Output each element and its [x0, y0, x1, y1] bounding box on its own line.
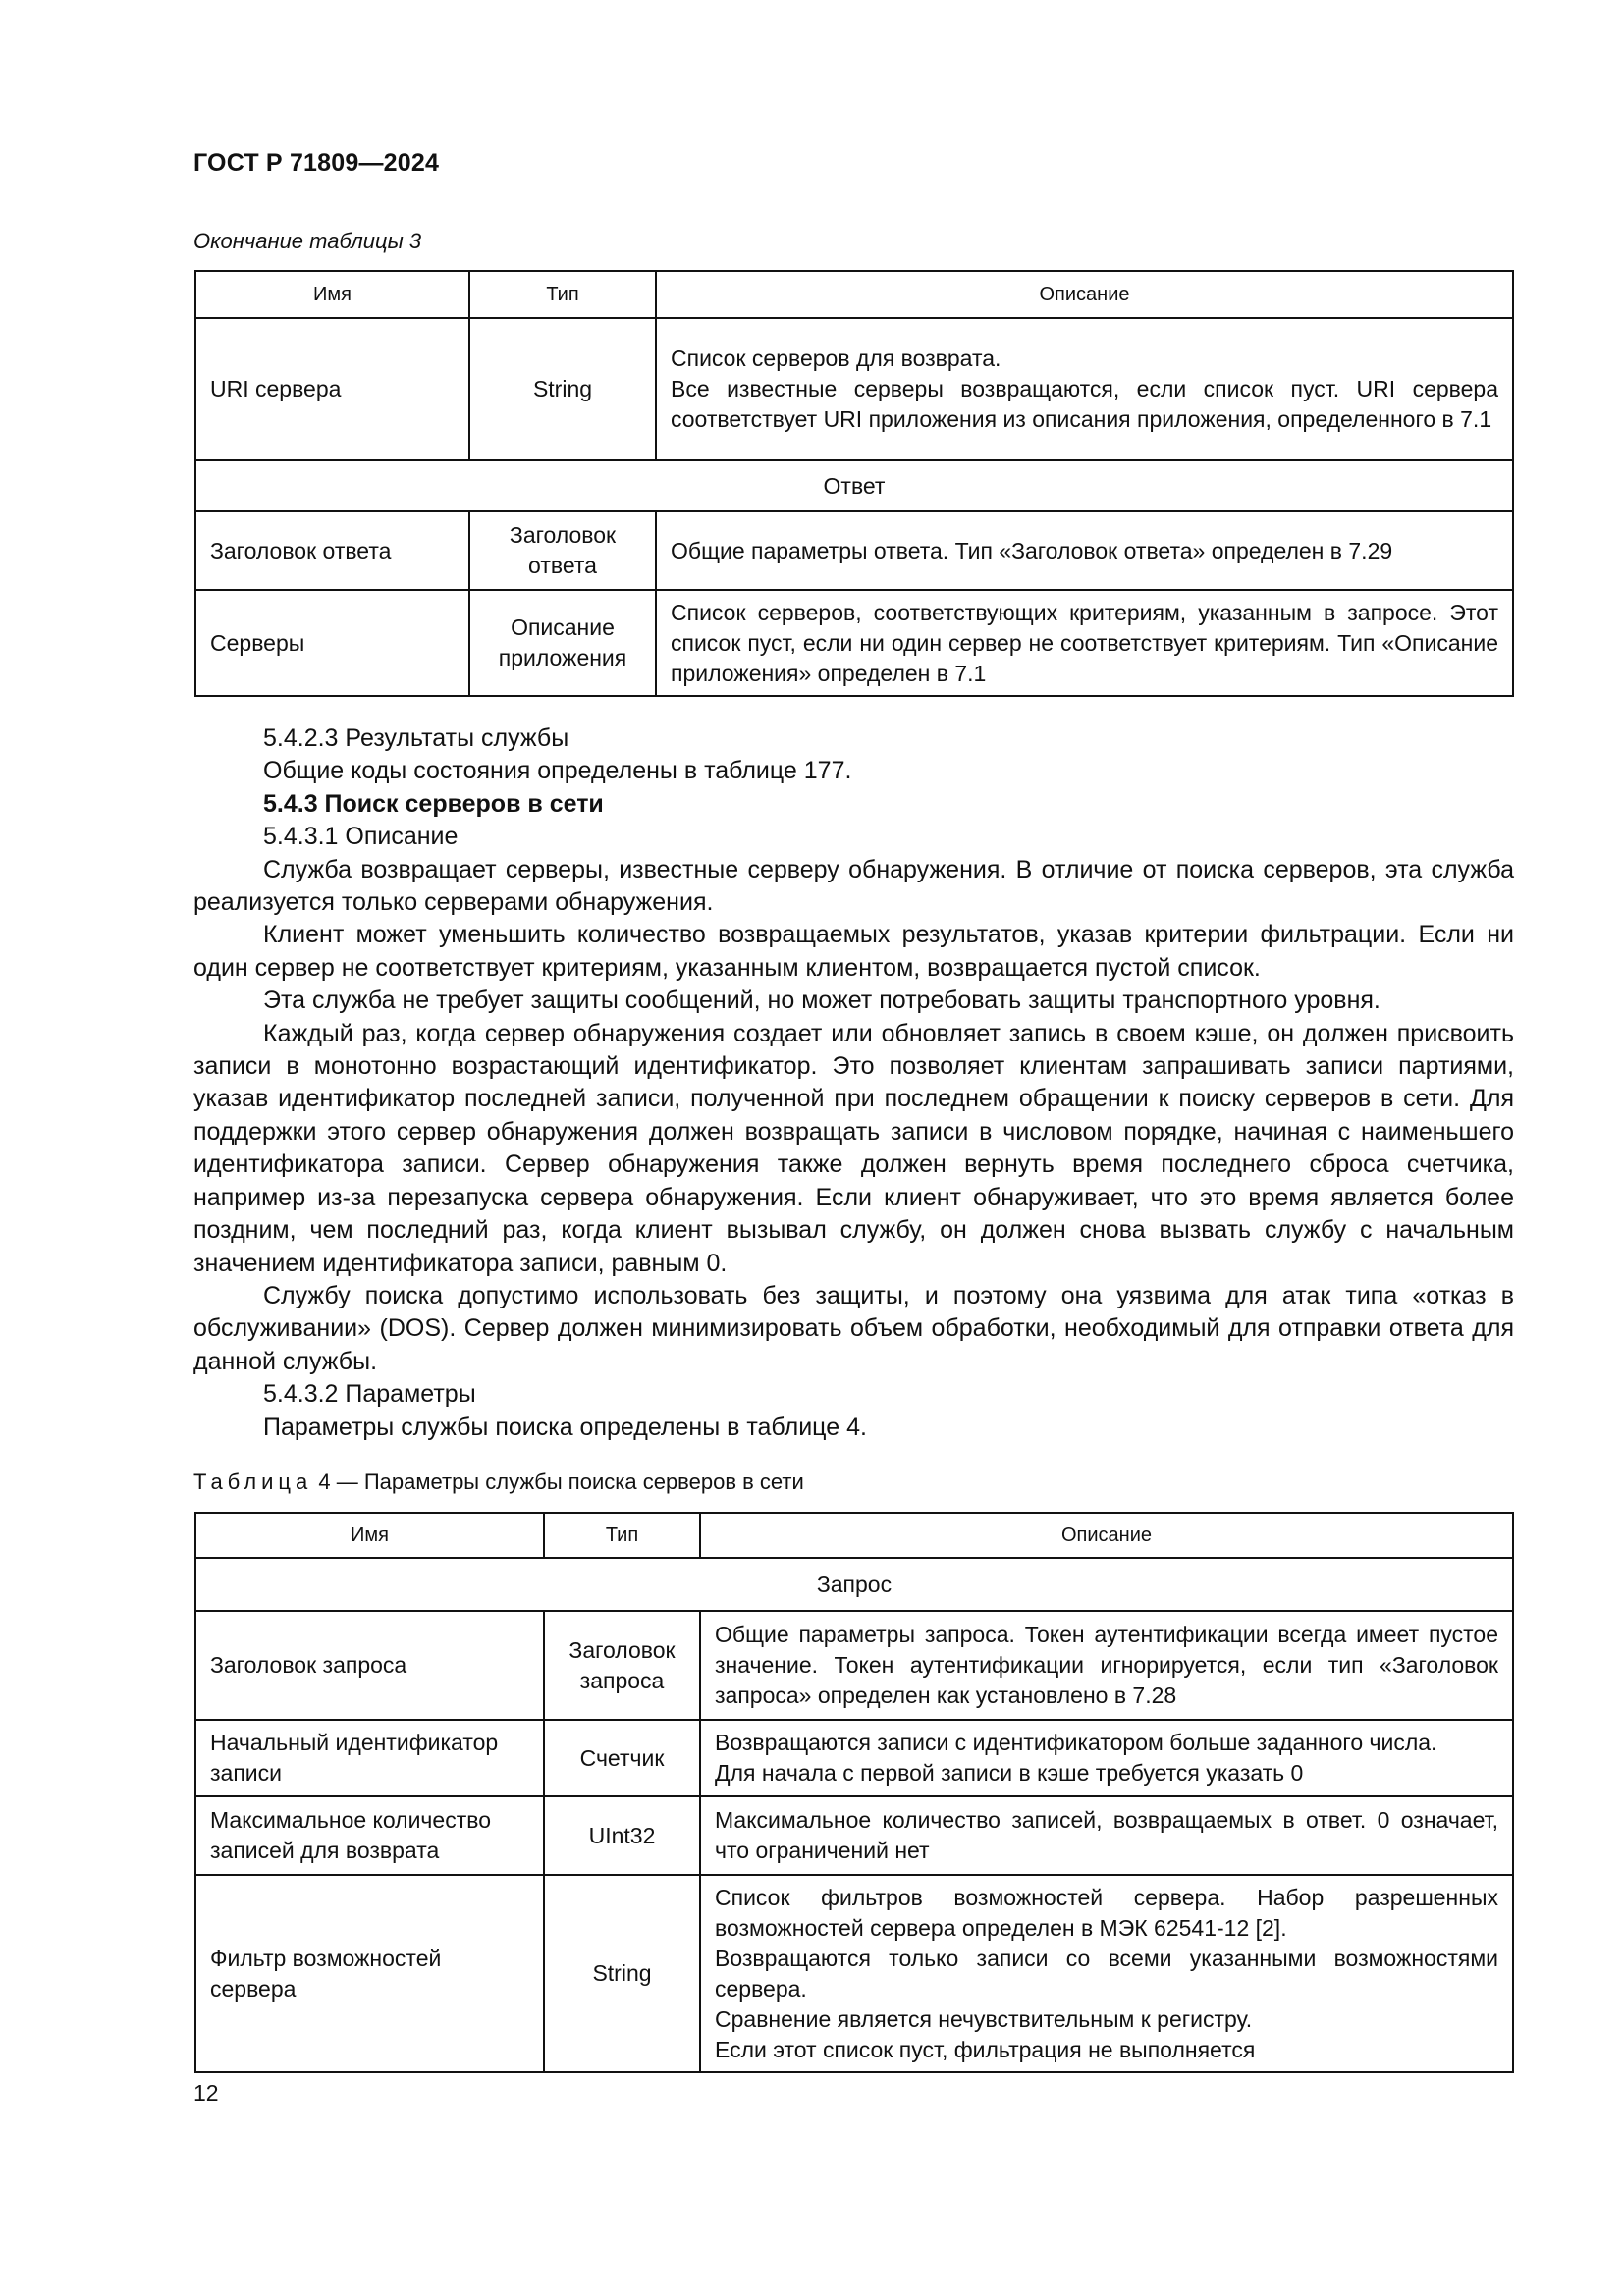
section-label-request: Запрос	[195, 1558, 1513, 1611]
column-header-type: Тип	[544, 1513, 700, 1558]
description-line: Возвращаются записи с идентификатором больше заданного числа.	[715, 1730, 1437, 1755]
description-line: Максимальное количество записей, возвращаемых в ответ. 0 означает, что ограничений нет	[715, 1807, 1498, 1863]
column-header-type: Тип	[469, 271, 656, 318]
cell-description: Общие параметры ответа. Тип «Заголовок ответа» определен в 7.29	[656, 511, 1513, 590]
cell-name: Фильтр возможностей сервера	[195, 1875, 544, 2072]
column-header-description: Описание	[656, 271, 1513, 318]
column-header-description: Описание	[700, 1513, 1513, 1558]
paragraph: Общие коды состояния определены в таблице 177.	[263, 757, 852, 785]
table-continuation-caption: Окончание таблицы 3	[193, 229, 422, 253]
section-label-response: Ответ	[195, 460, 1513, 511]
table-row	[195, 1720, 1513, 1796]
cell-name: Максимальное количество записей для возврата	[195, 1796, 544, 1875]
description-line: Список фильтров возможностей сервера. Набор разрешенных возможностей сервера определен в МЭК 62541-12 [2].	[715, 1884, 1498, 1941]
table-row	[195, 318, 1513, 460]
column-header-name: Имя	[195, 1513, 544, 1558]
clause-heading: 5.4.3.1 Описание	[263, 823, 459, 851]
cell-name: Начальный идентификатор записи	[195, 1720, 544, 1796]
cell-type: Описание приложения	[469, 590, 656, 696]
cell-type: String	[469, 318, 656, 460]
table-row	[195, 1796, 1513, 1875]
paragraph: Служба возвращает серверы, известные серверу обнаружения. В отличие от поиска серверов, эта служба реализуется только серверами обнаружения.	[193, 855, 1514, 917]
cell-description	[700, 1611, 1513, 1720]
table-3-end	[194, 270, 1514, 697]
body-text	[193, 722, 1514, 1444]
cell-description: Список серверов, соответствующих критериям, указанным в запросе. Этот список пуст, если ни один сервер не соответствует критериям. Тип «Описание приложения» определен в 7.1	[656, 590, 1513, 696]
cell-name: Заголовок запроса	[195, 1611, 544, 1720]
description-line: Сравнение является нечувствительным к регистру.	[715, 2005, 1253, 2032]
paragraph: Клиент может уменьшить количество возвращаемых результатов, указав критерии фильтрации. Если ни один сервер не соответствует критериям, указанным клиентом, возвращается пустой список.	[193, 921, 1514, 982]
cell-name: URI сервера	[195, 318, 469, 460]
cell-type: Заголовок ответа	[469, 511, 656, 590]
page-number: 12	[193, 2080, 219, 2106]
paragraph: Параметры службы поиска определены в таблице 4.	[263, 1413, 867, 1441]
cell-description	[700, 1875, 1513, 2072]
table-caption-title: 4 — Параметры службы поиска серверов в сети	[318, 1469, 804, 1494]
cell-name: Заголовок ответа	[195, 511, 469, 590]
table-row	[195, 1875, 1513, 2072]
description-line: Список серверов для возврата.	[671, 346, 1001, 371]
table-4	[194, 1512, 1514, 2073]
column-header-name: Имя	[195, 271, 469, 318]
table-header-row	[195, 1513, 1513, 1558]
paragraph: Каждый раз, когда сервер обнаружения создает или обновляет запись в своем кэше, он должен присвоить записи в монотонно возрастающий идентификатор. Это позволяет клиентам запрашивать записи партиями, указав идентификатор последней записи, полученной при последнем обращении к поиску серверов в сети. Для поддержки этого сервер обнаружения должен возвращать записи в числовом порядке, начиная с наименьшего идентификатора записи. Сервер обнаружения также должен вернуть время последнего сброса счетчика, например из-за перезапуска сервера обнаружения. Если клиент обнаруживает, что это время является более поздним, чем последний раз, когда клиент вызывал службу, он должен снова вызвать службу с начальным значением идентификатора записи, равным 0.	[193, 1019, 1514, 1277]
cell-type: Счетчик	[544, 1720, 700, 1796]
description-line: Для начала с первой записи в кэше требуется указать 0	[715, 1760, 1304, 1786]
document-code: ГОСТ Р 71809—2024	[193, 149, 440, 177]
description-line: Общие параметры запроса. Токен аутентификации всегда имеет пустое значение. Токен аутентификации игнорируется, если тип «Заголовок запроса» определен как установлено в 7.28	[715, 1622, 1498, 1708]
section-row-request	[195, 1558, 1513, 1611]
section-row-response	[195, 460, 1513, 511]
description-line: Все известные серверы возвращаются, если список пуст. URI сервера соответствует URI приложения из описания приложения, определенного в 7.1	[671, 376, 1498, 432]
section-heading: 5.4.3 Поиск серверов в сети	[263, 789, 604, 818]
table-row	[195, 511, 1513, 590]
table-row	[195, 1611, 1513, 1720]
cell-description	[700, 1796, 1513, 1875]
clause-heading: 5.4.3.2 Параметры	[263, 1380, 476, 1409]
table-header-row	[195, 271, 1513, 318]
clause-heading: 5.4.2.3 Результаты службы	[263, 724, 569, 752]
table-4-caption	[193, 1469, 804, 1495]
description-line: Если этот список пуст, фильтрация не выполняется	[715, 2036, 1256, 2062]
paragraph: Эта служба не требует защиты сообщений, но может потребовать защиты транспортного уровня.	[263, 987, 1380, 1015]
table-caption-label: Таблица	[193, 1469, 313, 1494]
description-line: Возвращаются только записи со всеми указанными возможностями сервера.	[715, 1945, 1498, 2002]
cell-type: Заголовок запроса	[544, 1611, 700, 1720]
cell-description	[700, 1720, 1513, 1796]
cell-type: String	[544, 1875, 700, 2072]
paragraph: Службу поиска допустимо использовать без защиты, и поэтому она уязвима для атак типа «отказ в обслуживании» (DOS). Сервер должен минимизировать объем обработки, необходимый для отправки ответа для данной службы.	[193, 1281, 1514, 1375]
cell-name: Серверы	[195, 590, 469, 696]
table-row	[195, 590, 1513, 696]
cell-description	[656, 318, 1513, 460]
cell-type: UInt32	[544, 1796, 700, 1875]
